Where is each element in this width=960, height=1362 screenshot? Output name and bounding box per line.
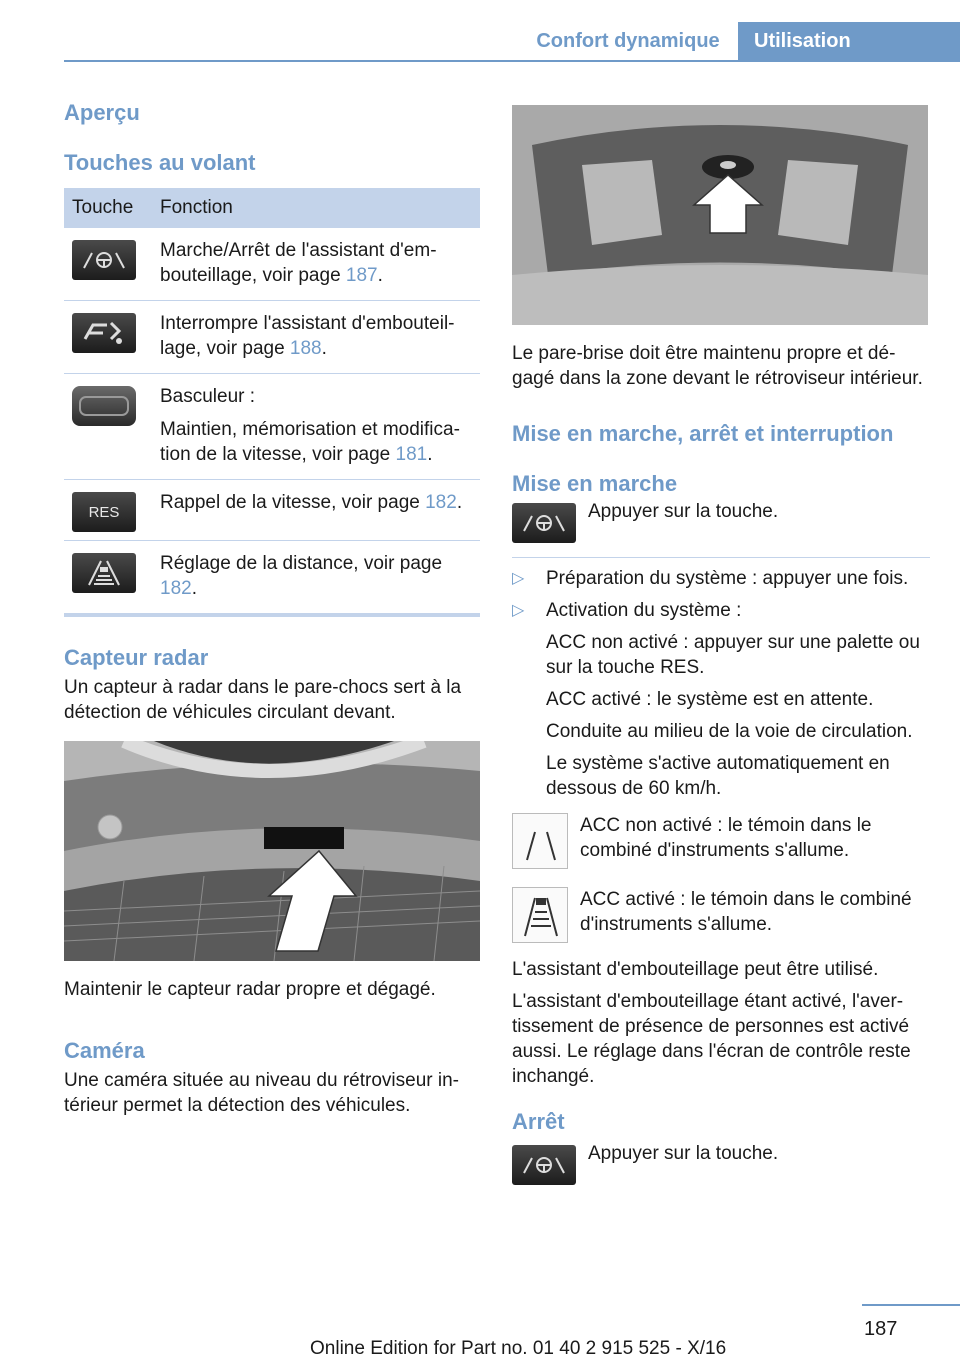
radar-caption: Maintenir le capteur radar propre et dégagé. — [64, 979, 436, 1000]
acc-steering-wheel-icon — [512, 503, 576, 543]
radar-text: Un capteur à radar dans le pare-chocs sert à la détection de véhicules circulant devant. — [64, 677, 462, 723]
lane-vehicle-indicator-icon — [512, 887, 568, 943]
right-column — [512, 105, 930, 1185]
windshield-camera-photo — [512, 105, 928, 325]
usable-text: L'assistant d'embouteillage peut être utilisé. — [512, 959, 879, 980]
list-item: ▷ Préparation du système : appuyer une fois. — [512, 568, 909, 589]
distance-setting-icon — [72, 553, 136, 593]
edition-note: Online Edition for Part no. 01 40 2 915 525 - X/16 — [310, 1338, 727, 1359]
page-link[interactable]: 188 — [289, 338, 322, 359]
camera-text: Une caméra située au niveau du rétroviseur intérieur permet la détection des véhicules. — [64, 1070, 459, 1116]
table-row — [64, 374, 480, 480]
res-key-label: RES — [88, 503, 120, 521]
stop-instruction — [512, 1145, 930, 1185]
sub-step: ACC activé : le système est en attente. — [546, 689, 874, 710]
page-link[interactable]: 181 — [395, 444, 428, 465]
divider — [512, 557, 930, 558]
table-row — [64, 541, 480, 616]
radar-sensor-photo — [64, 741, 480, 961]
list-item: ▷ Activation du système : ACC non activé : appuyer sur une palette ou sur la touche RES. ACC activé : le système est en attente. Conduite au milieu de la voie de circulation. Le système s'active automatiquement en dessous de 60 km/h. — [512, 598, 930, 801]
acc-steering-wheel-icon — [72, 240, 136, 280]
sub-step: Conduite au milieu de la voie de circulation. — [546, 721, 913, 742]
subtitle-steering-keys: Touches au volant — [64, 150, 256, 175]
indicator-not-active-text: ACC non activé : le témoin dans le combiné d'instruments s'allume. — [580, 815, 872, 861]
page-number: 187 — [864, 1318, 898, 1340]
function-cell: Basculeur : Maintien, mémorisation et modification de la vitesse, voir page 181. — [152, 374, 480, 480]
onoff-heading: Mise en marche, arrêt et interruption — [512, 421, 894, 446]
table-row — [64, 228, 480, 301]
col-header-function: Fonction — [152, 188, 480, 228]
camera-heading: Caméra — [64, 1038, 145, 1063]
interrupt-assistant-icon — [72, 313, 136, 353]
page-header — [0, 0, 960, 62]
footer-rule — [862, 1304, 960, 1306]
function-cell: Rappel de la vitesse, voir page 182. — [152, 480, 480, 541]
start-instruction — [512, 503, 930, 543]
start-text: Appuyer sur la touche. — [588, 501, 779, 522]
res-key-icon — [72, 492, 136, 532]
header-rule — [64, 60, 960, 62]
indicator-active-text: ACC activé : le témoin dans le combiné d'instruments s'allume. — [580, 889, 912, 935]
stop-text: Appuyer sur la touche. — [588, 1143, 779, 1164]
table-header-row — [64, 188, 480, 228]
lane-indicator-icon — [512, 813, 568, 869]
function-cell: Marche/Arrêt de l'assistant d'embouteillage, voir page 187. — [152, 228, 480, 301]
indicator-active-row — [512, 887, 930, 943]
function-cell: Réglage de la distance, voir page 182. — [152, 541, 480, 616]
indicator-not-active-row — [512, 813, 930, 869]
section-tab[interactable]: Confort dynamique — [536, 30, 720, 52]
page-title: Aperçu — [64, 100, 140, 125]
function-cell: Interrompre l'assistant d'embouteillage, voir page 188. — [152, 301, 480, 374]
steering-keys-table — [64, 188, 480, 617]
triangle-bullet-icon: ▷ — [512, 602, 525, 619]
table-row — [64, 301, 480, 374]
rocker-switch-icon — [72, 386, 136, 426]
page-link[interactable]: 182 — [425, 492, 457, 513]
left-column — [64, 100, 480, 1118]
warning-text: L'assistant d'embouteillage étant activé, l'avertissement de présence de personnes est activé aussi. Le réglage dans l'écran de contrôle reste inchangé. — [512, 991, 911, 1087]
rocker-label: Basculeur : — [160, 386, 256, 407]
acc-steering-wheel-icon — [512, 1145, 576, 1185]
table-row — [64, 480, 480, 541]
page-link[interactable]: 187 — [345, 265, 378, 286]
active-tab[interactable]: Utilisation — [738, 22, 960, 62]
sub-step: ACC non activé : appuyer sur une palette ou sur la touche RES. — [546, 632, 920, 678]
start-heading: Mise en marche — [512, 471, 678, 496]
col-header-key: Touche — [64, 188, 152, 228]
triangle-bullet-icon: ▷ — [512, 570, 525, 587]
stop-heading: Arrêt — [512, 1109, 565, 1134]
windshield-caption: Le pare-brise doit être maintenu propre et dégagé dans la zone devant le rétroviseur intérieur. — [512, 343, 923, 389]
page-link[interactable]: 182 — [160, 578, 192, 599]
start-steps-list — [512, 566, 930, 801]
radar-heading: Capteur radar — [64, 645, 209, 670]
sub-step: Le système s'active automatiquement en dessous de 60 km/h. — [546, 753, 890, 799]
